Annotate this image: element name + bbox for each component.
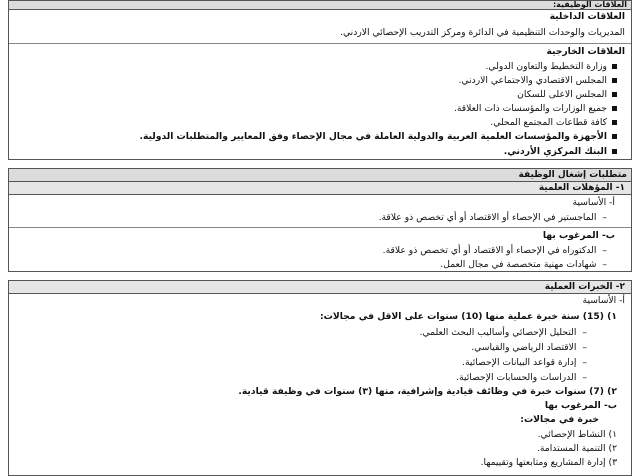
divider	[9, 43, 631, 44]
job-requirements-header: متطلبات إشغال الوظيفة	[9, 169, 631, 182]
preferred-item: – شهادات مهنية متخصصة في مجال العمل.	[440, 259, 607, 271]
preferred-label: ب- المرغوب بها	[544, 400, 617, 411]
job-requirements-box	[8, 168, 632, 272]
functional-relations-header: العلاقات الوظيفية:	[9, 1, 631, 10]
internal-relations-title: العلاقات الداخلية	[549, 11, 625, 22]
bullet-icon	[612, 134, 617, 139]
preferred-item: ٣) إدارة المشاريع ومتابعتها وتقييمها.	[480, 457, 617, 468]
experience-sub-item: – الدراسات والحسابات الإحصائية.	[456, 372, 587, 384]
experience-sub-item: – إدارة قواعد البيانات الإحصائية.	[462, 357, 587, 369]
external-relations-title: العلاقات الخارجية	[546, 46, 625, 57]
preferred-item: – الدكتوراه في الإحصاء أو الاقتصاد أو أي تخصص ذو علاقة.	[383, 245, 607, 257]
external-item: البنك المركزي الأردني.	[504, 146, 617, 158]
experience-sub-item: – التحليل الإحصائي وأساليب البحث العلمي.	[420, 327, 587, 339]
experience-item-1: ١) (15) سنة خبرة عملية منها (10) سنوات على الاقل في مجالات:	[319, 311, 617, 322]
bullet-icon	[612, 78, 617, 83]
bullet-icon	[612, 120, 617, 125]
preferred-item: ٢) التنمية المستدامة.	[536, 443, 617, 454]
external-item: وزارة التخطيط والتعاون الدولي.	[486, 61, 618, 73]
external-item: كافة قطاعات المجتمع المحلي.	[490, 117, 617, 129]
external-item: جميع الوزارات والمؤسسات ذات العلاقة.	[454, 103, 617, 115]
functional-relations-box	[8, 0, 632, 160]
experience-header: ٢- الخبرات العملية	[9, 281, 631, 294]
preferred-intro: خبرة في مجالات:	[520, 414, 599, 425]
experience-item-2: ٢) (7) سنوات خبرة في وظائف قيادية وإشرافية، منها (٣) سنوات في وظيفة قيادية.	[238, 386, 617, 397]
external-item: الأجهزة والمؤسسات العلمية العربية والدولية العاملة في مجال الإحصاء وفق المعايير والمتطلبات الدولية.	[139, 131, 617, 143]
internal-relations-text: المديريات والوحدات التنظيمية في الدائرة ومركز التدريب الإحصائي الاردني.	[340, 27, 625, 38]
qualifications-header: ١- المؤهلات العلمية	[9, 182, 631, 195]
external-item: المجلس الاعلى للسكان	[517, 89, 617, 101]
external-item: المجلس الاقتصادي والاجتماعي الاردني.	[458, 75, 617, 87]
preferred-item: ١) النشاط الإحصائي.	[537, 429, 617, 440]
bullet-icon	[612, 64, 617, 69]
basic-label: أ- الأساسية	[582, 295, 625, 306]
experience-sub-item: – الاقتصاد الرياضي والقياسي.	[471, 342, 587, 354]
bullet-icon	[612, 149, 617, 154]
bullet-icon	[612, 92, 617, 97]
basic-label: أ- الأساسية	[572, 197, 615, 208]
experience-box	[8, 280, 632, 476]
divider	[9, 227, 631, 228]
bullet-icon	[612, 106, 617, 111]
preferred-label: ب- المرغوب بها	[542, 230, 615, 241]
basic-item: – الماجستير في الإحصاء أو الاقتصاد أو أي تخصص ذو علاقة.	[379, 212, 607, 224]
